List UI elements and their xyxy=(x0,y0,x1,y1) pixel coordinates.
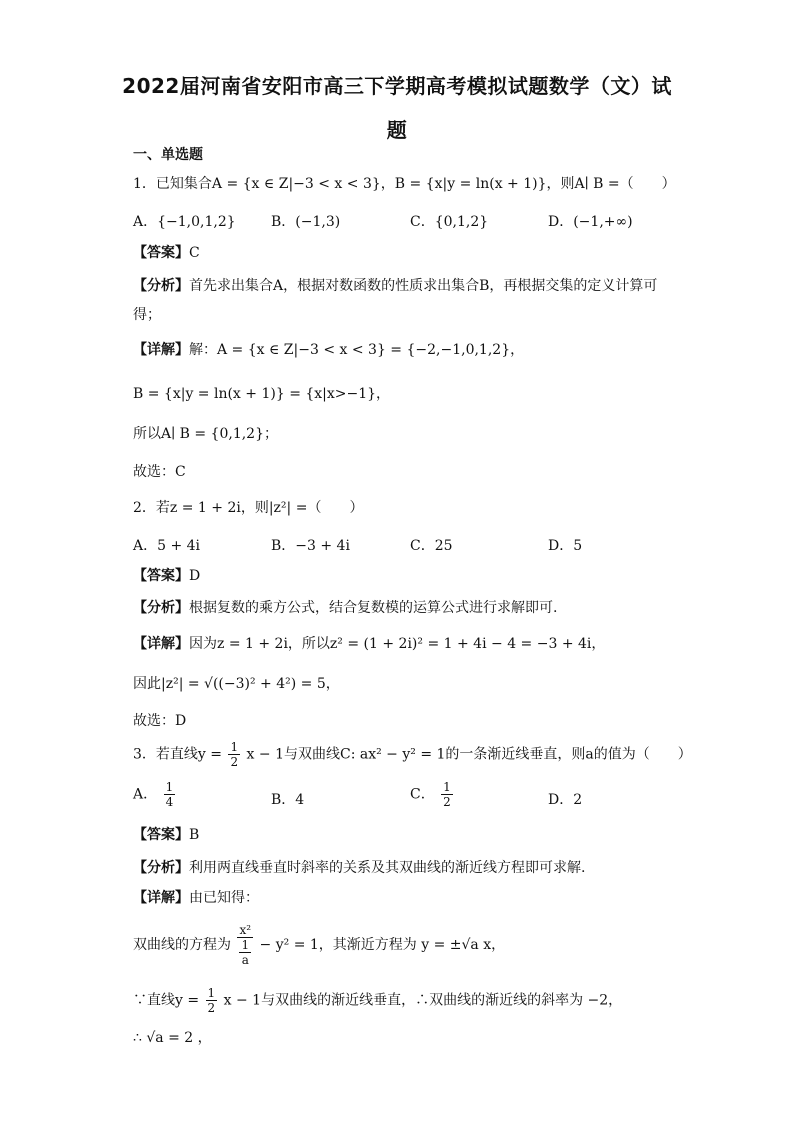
q2-option-c: C．25 xyxy=(410,538,453,554)
eq-suffix: − y² = 1，其渐近方程为 y = ±√a x， xyxy=(259,937,506,953)
q3-analysis xyxy=(133,858,585,878)
q2-analysis xyxy=(133,598,557,618)
q1-analysis-cont: 得； xyxy=(133,307,161,323)
q3-option-c xyxy=(410,780,455,809)
doc-title-line2: 题 xyxy=(386,118,408,142)
detail-tag: 【详解】 xyxy=(133,890,189,906)
q3-stem-a: 3．若直线y = xyxy=(133,746,222,763)
analysis-text: 根据复数的乘方公式，结合复数模的运算公式进行求解即可. xyxy=(189,600,558,616)
fraction-one-quarter xyxy=(164,780,176,809)
q2-option-b: B．−3 + 4i xyxy=(271,538,350,554)
q1-detail-2: B = {x|y = ln(x + 1)} = {x|x>−1}， xyxy=(133,386,391,402)
detail-tag: 【详解】 xyxy=(133,636,189,652)
fraction-den: 2 xyxy=(443,795,451,809)
line2-prefix: ∵直线y = xyxy=(133,992,200,1009)
q3-option-b: B．4 xyxy=(271,792,305,808)
answer-value: D xyxy=(189,568,201,584)
q1-option-b: B．(−1,3) xyxy=(271,214,341,230)
detail-text: 因为z = 1 + 2i，所以z² = (1 + 2i)² = 1 + 4i − 4 = −3 + 4i， xyxy=(189,636,606,652)
q1-answer xyxy=(133,243,200,263)
fraction-den: a xyxy=(241,953,249,967)
fraction-num: 1 xyxy=(443,780,451,794)
q1-option-c: C．{0,1,2} xyxy=(410,214,489,230)
q3-hyperbola-equation xyxy=(133,918,505,972)
q3-detail-line2 xyxy=(133,986,622,1015)
q3-detail-line3: ∴ √a = 2 ， xyxy=(133,1030,212,1046)
analysis-tag: 【分析】 xyxy=(133,860,189,876)
fraction-num: 1 xyxy=(207,986,216,1000)
q1-analysis xyxy=(133,276,657,296)
q1-option-a: A．{−1,0,1,2} xyxy=(133,214,236,230)
analysis-tag: 【分析】 xyxy=(133,600,189,616)
fraction-num: x² xyxy=(237,923,253,938)
inner-fraction xyxy=(239,938,251,967)
option-label: C． xyxy=(410,786,435,803)
q1-stem: 1．已知集合A = {x ∈ Z|−3 < x < 3}，B = {x|y = ln(x + 1)}，则A∣ B =（ ） xyxy=(133,176,676,192)
fraction-one-half xyxy=(206,986,218,1015)
q3-stem xyxy=(133,740,692,769)
q2-answer xyxy=(133,566,200,586)
fraction-num: 1 xyxy=(241,938,250,952)
detail-tag: 【详解】 xyxy=(133,342,189,358)
q2-conclusion: 故选：D xyxy=(133,713,187,729)
q1-detail-3: 所以A∣ B = {0,1,2}； xyxy=(133,426,278,442)
q3-option-d: D．2 xyxy=(548,792,583,808)
answer-tag: 【答案】 xyxy=(133,568,189,584)
q3-detail-0 xyxy=(133,888,259,908)
q2-stem: 2．若z = 1 + 2i，则|z²| =（ ） xyxy=(133,500,364,516)
q1-conclusion: 故选：C xyxy=(133,464,186,480)
line2-suffix: x − 1与双曲线的渐近线垂直，∴双曲线的渐近线的斜率为 −2， xyxy=(223,992,623,1009)
analysis-text: 利用两直线垂直时斜率的关系及其双曲线的渐近线方程即可求解. xyxy=(189,860,586,876)
fraction-one-half xyxy=(228,740,240,769)
fraction-den: 2 xyxy=(207,1001,216,1015)
q1-detail-1 xyxy=(133,340,524,360)
fraction-den-compound xyxy=(237,938,253,967)
fraction-one-half xyxy=(441,780,453,809)
answer-value: C xyxy=(189,245,200,261)
q3-option-a xyxy=(133,780,177,809)
eq-prefix: 双曲线的方程为 xyxy=(133,937,231,953)
q3-answer xyxy=(133,825,199,845)
option-label: A． xyxy=(133,786,158,803)
section-heading: 一、单选题 xyxy=(133,147,203,163)
analysis-tag: 【分析】 xyxy=(133,278,189,294)
q2-detail-1 xyxy=(133,634,605,654)
hyperbola-fraction xyxy=(237,923,253,967)
fraction-den: 2 xyxy=(230,755,239,769)
fraction-num: 1 xyxy=(230,740,239,754)
fraction-den: 4 xyxy=(165,795,174,809)
detail-text: 解：A = {x ∈ Z|−3 < x < 3} = {−2,−1,0,1,2}， xyxy=(189,342,525,358)
doc-title-line1: 2022届河南省安阳市高三下学期高考模拟试题数学（文）试 xyxy=(122,74,672,98)
q3-stem-b: x − 1与双曲线C: ax² − y² = 1的一条渐近线垂直，则a的值为（ ） xyxy=(246,746,692,763)
answer-value: B xyxy=(189,827,200,843)
q2-option-a: A．5 + 4i xyxy=(133,538,201,554)
answer-tag: 【答案】 xyxy=(133,245,189,261)
analysis-text: 首先求出集合A，根据对数函数的性质求出集合B，再根据交集的定义计算可 xyxy=(189,278,658,294)
q2-option-d: D．5 xyxy=(548,538,583,554)
q1-option-d: D．(−1,+∞) xyxy=(548,214,633,230)
q2-detail-2: 因此|z²| = √((−3)² + 4²) = 5， xyxy=(133,676,340,692)
fraction-num: 1 xyxy=(165,780,174,794)
answer-tag: 【答案】 xyxy=(133,827,189,843)
detail-text: 由已知得： xyxy=(189,890,259,906)
